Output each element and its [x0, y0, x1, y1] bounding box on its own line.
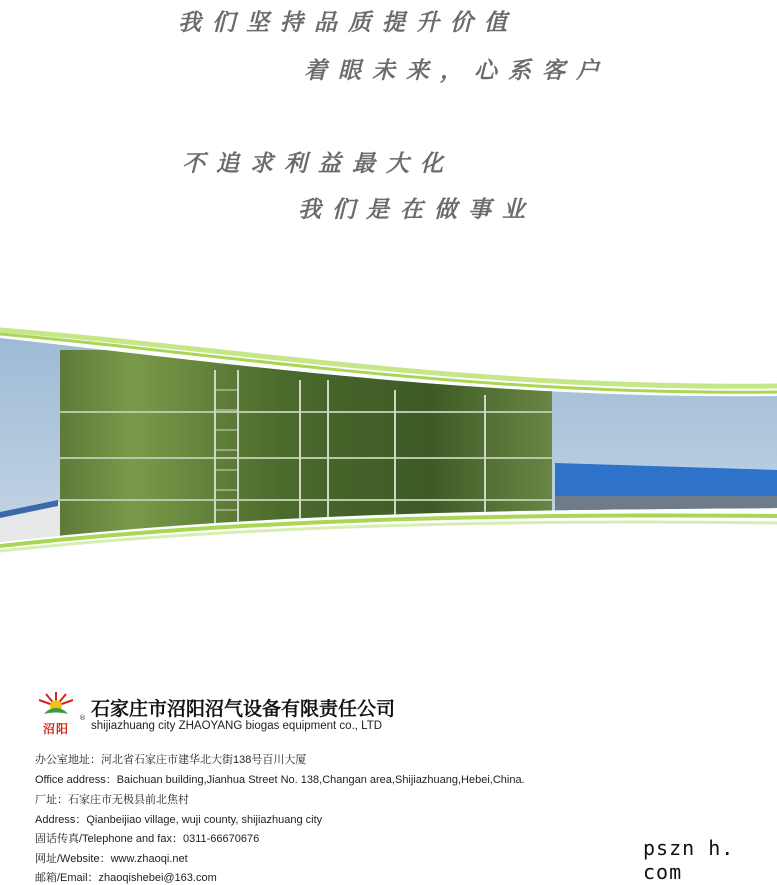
biogas-tank-photo — [0, 320, 777, 560]
company-name-chinese: 石家庄市沼阳沼气设备有限责任公司 — [91, 698, 396, 720]
office-address-english: Office address：Baichuan building,Jianhua Street No. 138,Changan area,Shijiazhuang,Hebei,China. — [35, 774, 525, 786]
registered-mark: ® — [79, 714, 86, 722]
logo-text: 沼阳 — [42, 722, 69, 736]
company-name-english: shijiazhuang city ZHAOYANG biogas equipment co., LTD — [91, 720, 383, 732]
telephone-fax: 固话传真/Telephone and fax：0311-66670676 — [35, 833, 260, 845]
factory-address-chinese: 厂址：石家庄市无极县前北焦村 — [35, 794, 189, 806]
slogan-line-4: 我们是在做事业 — [298, 196, 536, 223]
email-link[interactable]: 邮箱/Email：zhaoqishebei@163.com — [35, 872, 217, 884]
slogan-line-2: 着眼未来，心系客户 — [304, 57, 610, 84]
watermark: pszn h. com — [643, 836, 735, 884]
website-link[interactable]: 网址/Website：www.zhaoqi.net — [35, 853, 188, 865]
slogan-line-3: 不追求利益最大化 — [182, 150, 454, 177]
slogan-line-1: 我们坚持品质提升价值 — [178, 9, 518, 36]
factory-address-english: Address：Qianbeijiao village, wuji county, shijiazhuang city — [35, 814, 323, 826]
sun-emblem-icon — [32, 690, 80, 722]
office-address-chinese: 办公室地址：河北省石家庄市建华北大街138号百川大厦 — [35, 754, 307, 766]
company-logo — [32, 690, 80, 734]
